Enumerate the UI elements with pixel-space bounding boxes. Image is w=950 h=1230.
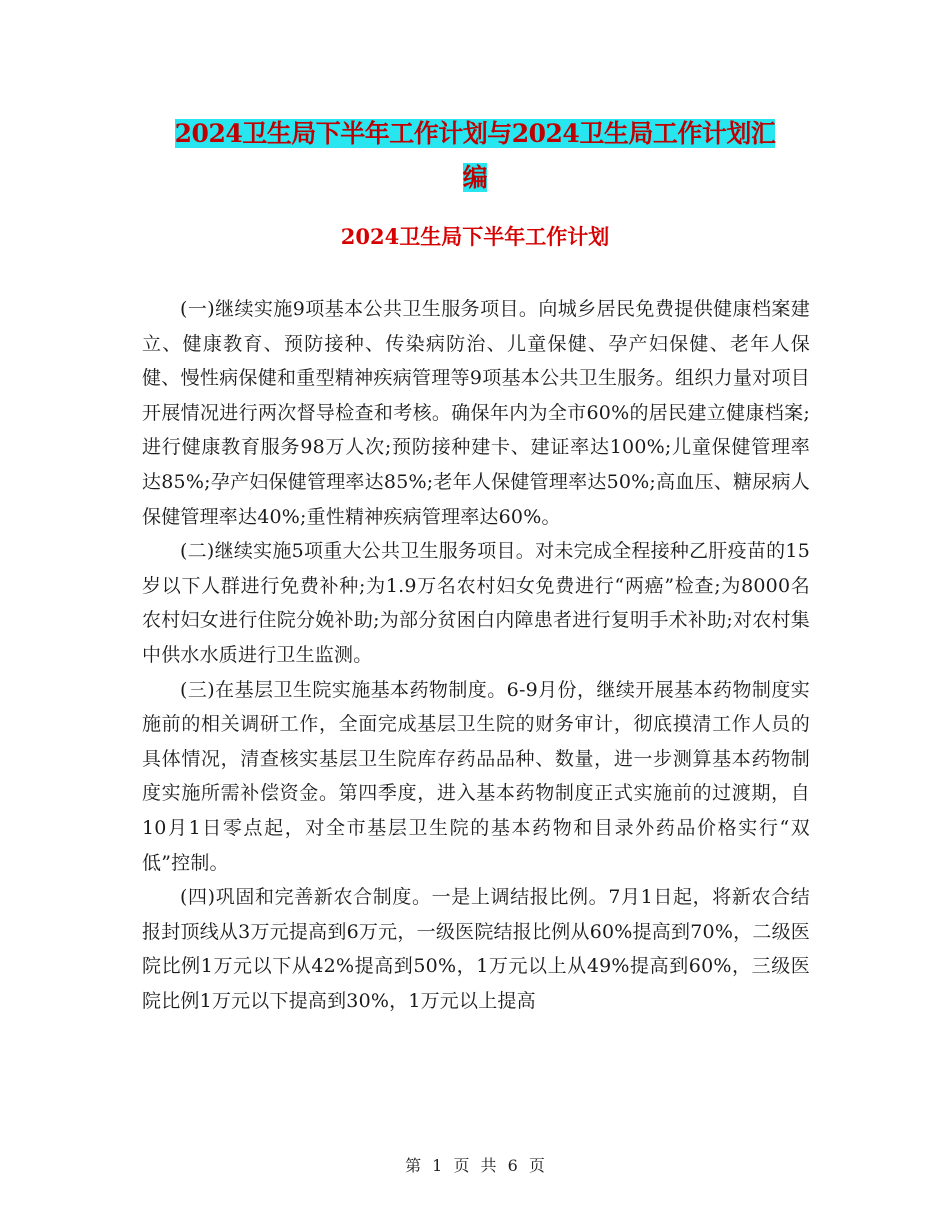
paragraph-3: (三)在基层卫生院实施基本药物制度。6-9月份，继续开展基本药物制度实施前的相关调研工作，全面完成基层卫生院的财务审计，彻底摸清工作人员的具体情况，清查核实基层卫生院库存药品品种、数量，进一步测算基本药物制度实施所需补偿资金。第四季度，进入基本药物制度正式实施前的过渡期，自10月1日零点起，对全市基层卫生院的基本药物和目录外药品价格实行“双低”控制。 — [142, 678, 810, 874]
document-title-line-2: 编 — [462, 163, 488, 192]
section-title: 2024卫生局下半年工作计划 — [340, 224, 610, 249]
paragraph-2: (二)继续实施5项重大公共卫生服务项目。对未完成全程接种乙肝疫苗的15岁以下人群进行免费补种;为1.9万名农村妇女免费进行“两癌”检查;为8000名农村妇女进行住院分娩补助;为部分贫困白内障患者进行复明手术补助;对农村集中供水水质进行卫生监测。 — [142, 540, 810, 666]
paragraph-4: (四)巩固和完善新农合制度。一是上调结报比例。7月1日起，将新农合结报封顶线从3万元提高到6万元，一级医院结报比例从60%提高到70%，二级医院比例1万元以下从42%提高到50%，1万元以上从49%提高到60%，三级医院比例1万元以下提高到30%，1万元以上提高 — [142, 886, 810, 1012]
page-footer: 第 1 页 共 6 页 — [405, 1156, 545, 1175]
document-title-line-1: 2024卫生局下半年工作计划与2024卫生局工作计划汇 — [174, 119, 776, 148]
paragraph-1: (一)继续实施9项基本公共卫生服务项目。向城乡居民免费提供健康档案建立、健康教育、预防接种、传染病防治、儿童保健、孕产妇保健、老年人保健、慢性病保健和重型精神疾病管理等9项基本公共卫生服务。组织力量对项目开展情况进行两次督导检查和考核。确保年内为全市60%的居民建立健康档案;进行健康教育服务98万人次;预防接种建卡、建证率达100%;儿童保健管理率达85%;孕产妇保健管理率达85%;老年人保健管理率达50%;高血压、糖尿病人保健管理率达40%;重性精神疾病管理率达60%。 — [142, 298, 810, 528]
body-text — [142, 292, 810, 1018]
document-title — [0, 112, 950, 200]
